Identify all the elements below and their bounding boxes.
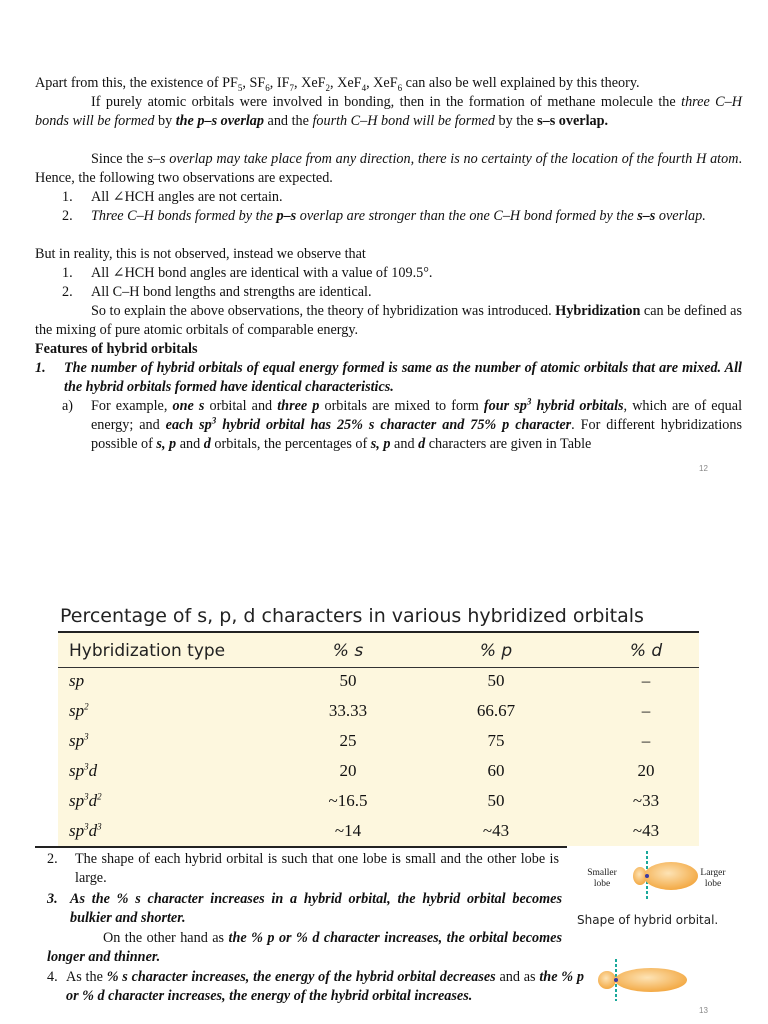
cell-d: ~33 (632, 791, 660, 810)
cell-s: 50 (339, 671, 357, 690)
table-row (58, 697, 699, 727)
cell-d: ~43 (632, 821, 660, 840)
expected-item-1: 1. All ∠HCH angles are not certain. (62, 189, 283, 205)
elongated-orbital-diagram (590, 957, 700, 1007)
header-p: % p (479, 641, 513, 661)
cell-p: 50 (487, 671, 505, 690)
observed-item-1: 1. All ∠HCH bond angles are identical with a value of 109.5°. (62, 265, 433, 281)
intro-line: Apart from this, the existence of $PF_5$, $SF_6$, $IF_7$, XeF$_2$, XeF$_4$, XeF$_6$ can also be well explained by this theory. (35, 75, 640, 93)
cell-type: $sp^3$ (69, 731, 89, 750)
page-number: 13 (699, 1006, 708, 1015)
large-lobe (644, 862, 698, 890)
cell-s: 33.33 (328, 701, 368, 720)
cell-p: 50 (487, 791, 505, 810)
cell-s: ~14 (334, 821, 362, 840)
cell-type: $sp^3d$ (69, 761, 98, 780)
table-row (58, 787, 699, 817)
point-2: The shape of each hybrid orbital is such that one lobe is small and the other lobe is large. (75, 851, 559, 886)
table-row (58, 727, 699, 757)
cell-type: $sp^3d^3$ (69, 821, 102, 840)
smaller-lobe-label: Smaller lobe (587, 868, 617, 889)
cell-type: $sp^3d^2$ (69, 791, 102, 810)
cell-s: 25 (339, 731, 357, 750)
point-4: As the % s character increases, the energy of the hybrid orbital decreases and as the % p or % d character increases, the energy of the hybrid orbital increases. (66, 969, 584, 1004)
cell-d: – (641, 671, 651, 690)
hybridization-table (58, 631, 699, 846)
point-2-num: 2. (47, 851, 58, 867)
table-row (58, 757, 699, 787)
table-bottom-rule (35, 846, 567, 848)
expected-item-2-num: 2. (62, 208, 73, 224)
diagram-caption: Shape of hybrid orbital. (577, 913, 719, 927)
cell-d: 20 (637, 761, 655, 780)
cell-s: ~16.5 (328, 791, 368, 810)
table-row (58, 817, 699, 847)
page-13 (0, 595, 768, 1024)
header-s: % s (332, 641, 364, 661)
header-d: % d (629, 641, 663, 661)
table-title: Percentage of s, p, d characters in various hybridized orbitals (60, 605, 644, 627)
observed-item-2: 2. All C–H bond lengths and strengths are identical. (62, 284, 372, 300)
cell-d: – (641, 731, 651, 750)
feature-1-num: 1. (35, 360, 46, 376)
cell-p: 66.67 (476, 701, 516, 720)
methane-paragraph: If purely atomic orbitals were involved in bonding, then in the formation of methane molecule the three C–H bonds will be formed by the p–s overlap and the fourth C–H bond will be formed by the s–s overlap. (35, 94, 742, 129)
cell-p: 60 (487, 761, 505, 780)
small-lobe (598, 971, 616, 989)
page-number: 12 (699, 464, 708, 473)
header-type: Hybridization type (69, 641, 226, 661)
point-4-num: 4. (47, 969, 58, 985)
nucleus-dot (645, 874, 649, 878)
large-lobe (615, 968, 687, 992)
cell-type: $sp^2$ (69, 701, 89, 720)
cell-s: 20 (339, 761, 357, 780)
table-row (58, 667, 699, 697)
reality-intro: But in reality, this is not observed, instead we observe that (35, 246, 366, 262)
table-header-row (58, 633, 699, 668)
point-3-continuation: On the other hand as the % p or % d character increases, the orbital becomes longer and thinner. (47, 930, 562, 965)
point-3: As the % s character increases in a hybrid orbital, the hybrid orbital becomes bulkier and shorter. (70, 891, 562, 926)
cell-type: sp (69, 671, 85, 690)
feature-1: The number of hybrid orbitals of equal energy formed is same as the number of atomic orbitals that are mixed. All the hybrid orbitals formed have identical characteristics. (64, 360, 742, 395)
cell-p: 75 (487, 731, 505, 750)
feature-1a: For example, one s orbital and three p orbitals are mixed to form four $sp^3$ hybrid orbitals, which are of equal energy; and each $sp^3$ hybrid orbital has 25% s character and 75% p character. For different hybridizations possible of s, p and d orbitals, the percentages of s, p and d characters are given in Table (91, 396, 743, 452)
page-12 (0, 70, 768, 480)
ss-overlap-paragraph: Since the s–s overlap may take place from any direction, there is no certainty of the location of the fourth H atom. Hence, the following two observations are expected. (35, 151, 742, 186)
larger-lobe-label: Larger lobe (700, 868, 726, 889)
features-heading: Features of hybrid orbitals (35, 341, 198, 357)
cell-d: – (641, 701, 651, 720)
point-3-num: 3. (47, 891, 58, 907)
feature-1a-num: a) (62, 398, 74, 414)
cell-p: ~43 (482, 821, 510, 840)
expected-item-2: Three C–H bonds formed by the p–s overlap are stronger than the one C–H bond formed by the s–s overlap. (91, 208, 706, 224)
nucleus-dot (614, 978, 618, 982)
hybridization-definition: So to explain the above observations, the theory of hybridization was introduced. Hybridization can be defined as the mixing of pure atomic orbitals of comparable energy. (35, 303, 742, 338)
